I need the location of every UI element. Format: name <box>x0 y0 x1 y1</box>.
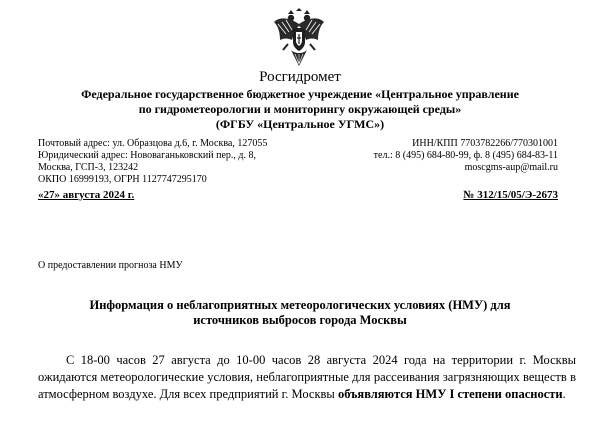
contact-block <box>374 138 558 174</box>
org-name: Росгидромет <box>259 69 341 85</box>
document-number: № 312/15/05/Э-2673 <box>463 189 558 201</box>
double-headed-eagle-emblem-icon <box>272 8 326 70</box>
address-block <box>38 138 267 186</box>
body-end-text: . <box>562 386 566 401</box>
legal-address-line-2: Москва, ГСП-3, 123242 <box>38 162 139 173</box>
institution-name <box>30 87 570 132</box>
okpo-ogrn: ОКПО 16999193, ОГРН 1127747295170 <box>38 174 207 185</box>
document-title <box>40 298 560 328</box>
legal-address-line-1: Юридический адрес: Нововаганьковский пер., д. 8, <box>38 150 256 161</box>
body-bold-text: объявляются НМУ I степени опасности <box>337 386 563 401</box>
postal-address: Почтовый адрес: ул. Образцова д.6, г. Москва, 127055 <box>38 138 268 149</box>
document-date: «27» августа 2024 г. <box>38 189 135 201</box>
body-paragraph <box>38 352 576 403</box>
institution-line-1: Федеральное государственное бюджетное учреждение «Центральное управление <box>81 87 519 101</box>
body-main-text: С 18-00 часов 27 августа до 10-00 часов 28 августа 2024 года на территории г. Москвы ожидаются метеорологические условия, неблагоприятные для рассеивания загрязняющих веществ в атмосферном воздухе. Для всех предприятий г. Москвы <box>38 352 576 401</box>
institution-line-3: (ФГБУ «Центральное УГМС») <box>215 117 385 131</box>
inn-kpp: ИНН/КПП 7703782266/770301001 <box>412 138 558 149</box>
email-address: moscgms-aup@mail.ru <box>464 162 558 173</box>
title-line-2: источников выбросов города Москвы <box>193 313 407 327</box>
document-subject: О предоставлении прогноза НМУ <box>38 260 183 271</box>
institution-line-2: по гидрометеорологии и мониторингу окружающей среды» <box>138 102 462 116</box>
phone-fax: тел.: 8 (495) 684-80-99, ф. 8 (495) 684-83-11 <box>373 150 558 161</box>
title-line-1: Информация о неблагоприятных метеорологических условиях (НМУ) для <box>89 298 511 312</box>
